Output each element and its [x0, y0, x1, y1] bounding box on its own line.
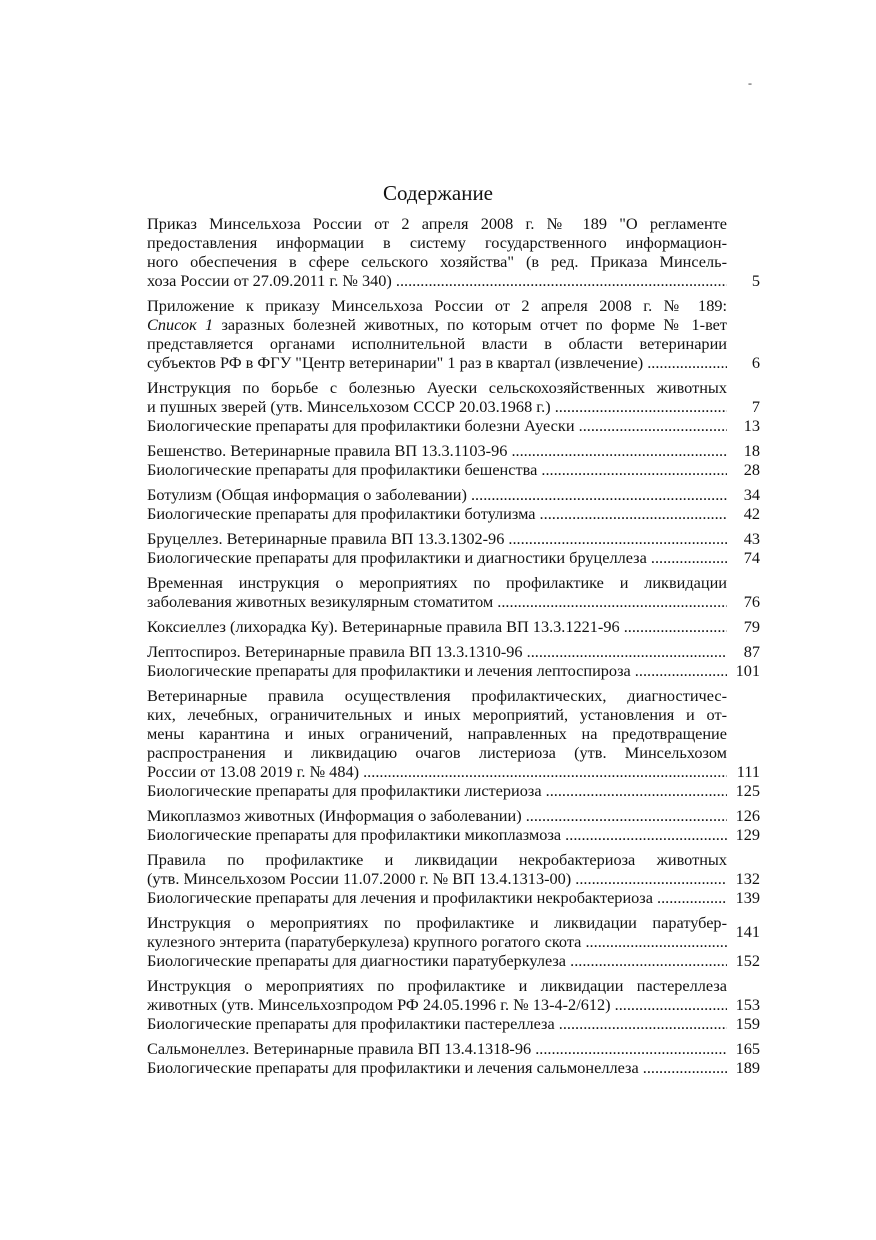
toc-page-number: 87 — [728, 642, 760, 661]
toc-group — [147, 296, 760, 372]
toc-page-number: 126 — [728, 806, 760, 825]
toc-entry-line: Правила по профилактике и ликвидации некробактериоза животных — [147, 850, 727, 869]
toc-entry — [147, 913, 760, 951]
toc-page-number: 18 — [728, 441, 760, 460]
toc-group — [147, 485, 760, 523]
toc-entry — [147, 416, 760, 435]
toc-entry — [147, 573, 760, 611]
toc-page-number: 129 — [728, 825, 760, 844]
toc-page-number: 5 — [728, 271, 760, 290]
page-corner-mark: - — [748, 76, 752, 90]
toc-entry-line: Приказ Минсельхоза России от 2 апреля 2008 г. № 189 "О регламенте — [147, 214, 727, 233]
toc-group — [147, 617, 760, 636]
toc-entry-line: Биологические препараты для лечения и профилактики некробактериоза ..... — [147, 888, 727, 907]
toc-group — [147, 573, 760, 611]
toc-entry — [147, 825, 760, 844]
toc-entry-line: представляется органами исполнительной власти в области ветеринарии — [147, 334, 727, 353]
toc-page-number: 101 — [728, 661, 760, 680]
toc-entry-line: предоставления информации в систему государственного информацион- — [147, 233, 727, 252]
toc-group — [147, 686, 760, 800]
toc-group — [147, 806, 760, 844]
toc-entry-line: субъектов РФ в ФГУ "Центр ветеринарии" 1 раз в квартал (извлечение) ..... — [147, 353, 727, 372]
toc-entry — [147, 661, 760, 680]
toc-entry-line: Инструкция по борьбе с болезнью Ауески сельскохозяйственных животных — [147, 378, 727, 397]
toc-entry-line: Ветеринарные правила осуществления профилактических, диагностичес- — [147, 686, 727, 705]
toc-group — [147, 378, 760, 435]
toc-entry-line: Приложение к приказу Минсельхоза России от 2 апреля 2008 г. № 189: — [147, 296, 727, 315]
toc-entry — [147, 485, 760, 504]
toc-page-number: 76 — [728, 592, 760, 611]
toc-page-number: 43 — [728, 529, 760, 548]
toc-entry-line: Биологические препараты для профилактики и лечения лептоспироза ..... — [147, 661, 727, 680]
table-of-contents — [147, 214, 760, 1083]
toc-entry-line: животных (утв. Минсельхозпродом РФ 24.05.1996 г. № 13-4-2/612) ..... — [147, 995, 727, 1014]
toc-group — [147, 1039, 760, 1077]
toc-group — [147, 529, 760, 567]
toc-entry-line: Инструкция о мероприятиях по профилактике и ликвидации пастереллеза — [147, 976, 727, 995]
toc-entry — [147, 1039, 760, 1058]
toc-entry-line: Биологические препараты для профилактики микоплазмоза ..... — [147, 825, 727, 844]
toc-entry-line: кулезного энтерита (паратуберкулеза) крупного рогатого скота ..... — [147, 932, 727, 951]
toc-group — [147, 850, 760, 907]
toc-entry — [147, 976, 760, 1014]
toc-page-number: 189 — [728, 1058, 760, 1077]
toc-entry — [147, 686, 760, 781]
toc-page-number: 153 — [728, 995, 760, 1014]
toc-page-number: 6 — [728, 353, 760, 372]
toc-page-number: 34 — [728, 485, 760, 504]
toc-entry-line: Временная инструкция о мероприятиях по профилактике и ликвидации — [147, 573, 727, 592]
toc-entry — [147, 1058, 760, 1077]
toc-group — [147, 441, 760, 479]
toc-page-number: 13 — [728, 416, 760, 435]
toc-entry-line: Инструкция о мероприятиях по профилактике и ликвидации паратубер- — [147, 913, 727, 932]
toc-entry-line: заболевания животных везикулярным стоматитом ..... — [147, 592, 727, 611]
toc-page-number: 125 — [728, 781, 760, 800]
toc-entry-line: Биологические препараты для профилактики пастереллеза ..... — [147, 1014, 727, 1033]
toc-entry — [147, 642, 760, 661]
toc-entry-line: Коксиеллез (лихорадка Ку). Ветеринарные правила ВП 13.3.1221-96 ..... — [147, 617, 727, 636]
toc-entry-line: Биологические препараты для профилактики листериоза ..... — [147, 781, 727, 800]
toc-page-number: 28 — [728, 460, 760, 479]
toc-entry — [147, 888, 760, 907]
toc-page-number: 152 — [728, 951, 760, 970]
toc-entry-line: распространения и ликвидацию очагов листериоза (утв. Минсельхозом — [147, 743, 727, 762]
toc-entry — [147, 441, 760, 460]
toc-page-number: 74 — [728, 548, 760, 567]
toc-page-number: 159 — [728, 1014, 760, 1033]
toc-entry-line: и пушных зверей (утв. Минсельхозом СССР 20.03.1968 г.) ..... — [147, 397, 727, 416]
toc-page-number: 111 — [728, 762, 760, 781]
toc-page-number: 42 — [728, 504, 760, 523]
toc-group — [147, 214, 760, 290]
toc-entry — [147, 951, 760, 970]
toc-entry-line: Сальмонеллез. Ветеринарные правила ВП 13.4.1318-96 ..... — [147, 1039, 727, 1058]
toc-entry — [147, 460, 760, 479]
toc-entry-line: ного обеспечения в сфере сельского хозяйства" (в ред. Приказа Минсель- — [147, 252, 727, 271]
toc-entry-line: Микоплазмоз животных (Информация о заболевании) ..... — [147, 806, 727, 825]
toc-entry — [147, 850, 760, 888]
toc-entry — [147, 504, 760, 523]
toc-entry-line: Биологические препараты для профилактики болезни Ауески ..... — [147, 416, 727, 435]
toc-entry-line: Список 1 зaразных болезней животных, по которым отчет по форме № 1-вет — [147, 315, 727, 334]
toc-page-number: 79 — [728, 617, 760, 636]
toc-entry — [147, 296, 760, 372]
toc-page-number: 132 — [728, 869, 760, 888]
toc-entry-line: Биологические препараты для диагностики паратуберкулеза ..... — [147, 951, 727, 970]
toc-entry-line: хоза России от 27.09.2011 г. № 340) ..... — [147, 271, 727, 290]
toc-entry — [147, 617, 760, 636]
toc-entry-line: Ботулизм (Общая информация о заболевании) ..... — [147, 485, 727, 504]
toc-entry-line: мены карантина и иных ограничений, направленных на предотвращение — [147, 724, 727, 743]
page-title: Содержание — [382, 181, 494, 205]
toc-entry-line: Биологические препараты для профилактики ботулизма ..... — [147, 504, 727, 523]
toc-entry-line: Биологические препараты для профилактики и диагностики бруцеллеза ..... — [147, 548, 727, 567]
toc-entry-line: Бешенство. Ветеринарные правила ВП 13.3.1103-96 ..... — [147, 441, 727, 460]
toc-entry — [147, 781, 760, 800]
toc-entry — [147, 1014, 760, 1033]
toc-entry-line: России от 13.08 2019 г. № 484) ..... — [147, 762, 727, 781]
toc-page-number: 141 — [728, 922, 760, 941]
toc-entry-line: Бруцеллез. Ветеринарные правила ВП 13.3.1302-96 ..... — [147, 529, 727, 548]
toc-page-number: 165 — [728, 1039, 760, 1058]
toc-group — [147, 642, 760, 680]
toc-entry — [147, 378, 760, 416]
toc-entry-line: Биологические препараты для профилактики и лечения сальмонеллеза ..... — [147, 1058, 727, 1077]
toc-entry — [147, 214, 760, 290]
toc-entry-line: ких, лечебных, ограничительных и иных мероприятий, установления и от- — [147, 705, 727, 724]
toc-page-number: 139 — [728, 888, 760, 907]
toc-entry-line: (утв. Минсельхозом России 11.07.2000 г. № ВП 13.4.1313-00) ..... — [147, 869, 727, 888]
toc-entry — [147, 806, 760, 825]
toc-group — [147, 913, 760, 970]
toc-entry-line: Биологические препараты для профилактики бешенства ..... — [147, 460, 727, 479]
toc-page-number: 7 — [728, 397, 760, 416]
toc-entry — [147, 548, 760, 567]
toc-entry — [147, 529, 760, 548]
toc-entry-line: Лептоспироз. Ветеринарные правила ВП 13.3.1310-96 ..... — [147, 642, 727, 661]
toc-group — [147, 976, 760, 1033]
